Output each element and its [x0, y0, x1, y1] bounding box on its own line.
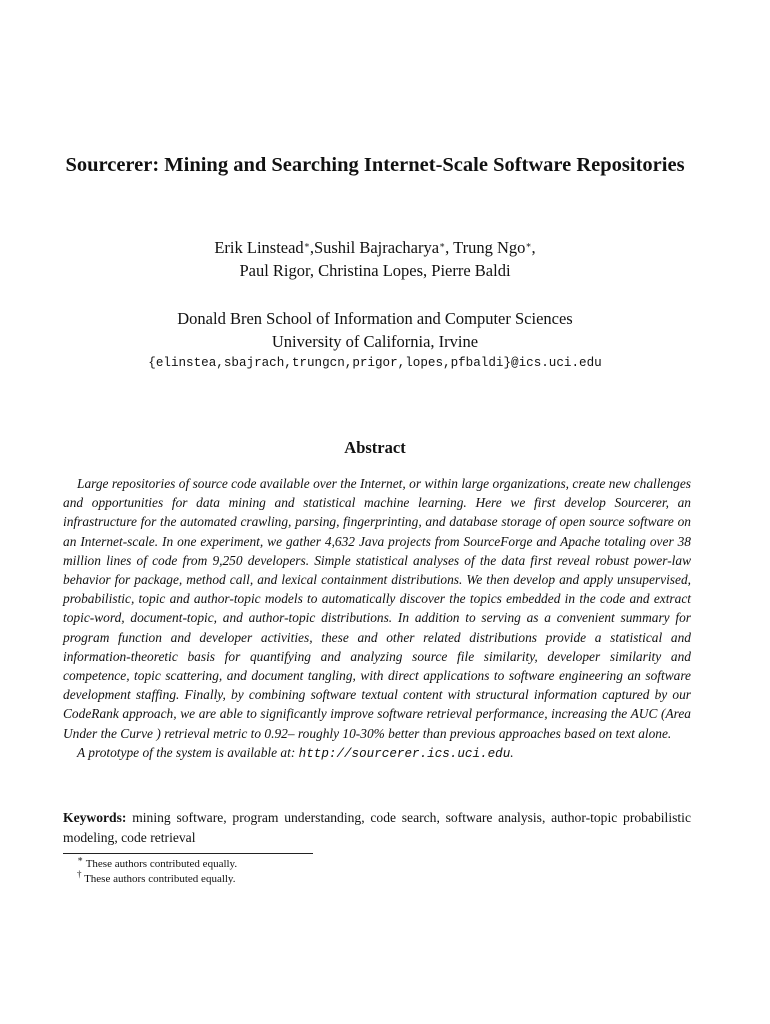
- affiliation: [60, 307, 690, 373]
- prototype-paragraph: [63, 743, 691, 764]
- author-separator: ,: [531, 238, 536, 257]
- abstract-body: [63, 474, 691, 764]
- abstract-paragraph: Large repositories of source code available over the Internet, or within large organizations, create new challenges and opportunities for data mining and statistical machine learning. Here we first develop Sourcerer, an infrastructure for the automated crawling, parsing, fingerprinting, and database storage of open source software on an Internet-scale. In one experiment, we gather 4,632 Java projects from SourceForge and Apache totaling over 38 million lines of code from 9,250 developers. Simple statistical analyses of the data first reveal robust power-law behavior for package, method call, and lexical containment distributions. We then develop and apply unsupervised, probabilistic, topic and author-topic models to automatically discover the topics embedded in the code and extract topic-word, document-topic, and author-topic distributions. In addition to serving as a convenient summary for program function and developer activities, these and other related distributions provide a statistical and information-theoretic basis for quantifying and analyzing source file similarity, developer similarity and competence, topic scattering, and document tangling, with direct applications to software engineering an software development staffing. Finally, by combining software textual content with structural information captured by our CodeRank approach, we are able to significantly improve software retrieval performance, increasing the AUC (Area Under the Curve ) retrieval metric to 0.92– roughly 10-30% better than previous approaches based on text alone.: [63, 476, 691, 741]
- keywords-label: Keywords:: [63, 810, 127, 825]
- footnote-text: These authors contributed equally.: [85, 858, 238, 870]
- footnote-divider: [63, 853, 313, 854]
- author-mark: ∗: [525, 240, 532, 250]
- author-line-1: [60, 236, 690, 259]
- footnote-mark: †: [77, 869, 82, 879]
- author-mark: ∗: [303, 240, 310, 250]
- author-separator: ,: [445, 238, 454, 257]
- author-list: [60, 236, 690, 282]
- affiliation-school: Donald Bren School of Information and Computer Sciences: [177, 309, 573, 328]
- footnote-item: [63, 869, 463, 887]
- paper-title: Sourcerer: Mining and Searching Internet-Scale Software Repositories: [65, 154, 685, 176]
- author-name: Erik Linstead: [214, 238, 304, 257]
- keywords-section: [63, 808, 691, 848]
- affiliation-university: University of California, Irvine: [271, 332, 479, 351]
- author-emails: {elinstea,sbajrach,trungcn,prigor,lopes,pfbaldi}@ics.uci.edu: [148, 356, 602, 370]
- prototype-suffix: .: [510, 744, 514, 760]
- prototype-url-link[interactable]: http://sourcerer.ics.uci.edu: [298, 746, 511, 761]
- footnote-mark: ∗: [77, 854, 84, 864]
- footnote-text: These authors contributed equally.: [84, 873, 236, 885]
- author-line-2: Paul Rigor, Christina Lopes, Pierre Baldi: [239, 261, 511, 280]
- author-mark: ∗: [439, 240, 446, 250]
- keywords-text: mining software, program understanding, code search, software analysis, author-topic probabilistic modeling, code retrieval: [63, 810, 691, 845]
- footnote-item: [63, 854, 463, 872]
- author-name: Sushil Bajracharya: [313, 238, 440, 257]
- author-name: Trung Ngo: [453, 238, 526, 257]
- footnotes: [63, 854, 463, 887]
- prototype-text: A prototype of the system is available at:: [77, 744, 299, 760]
- author-separator: ,: [309, 238, 314, 257]
- abstract-heading: Abstract: [344, 438, 406, 457]
